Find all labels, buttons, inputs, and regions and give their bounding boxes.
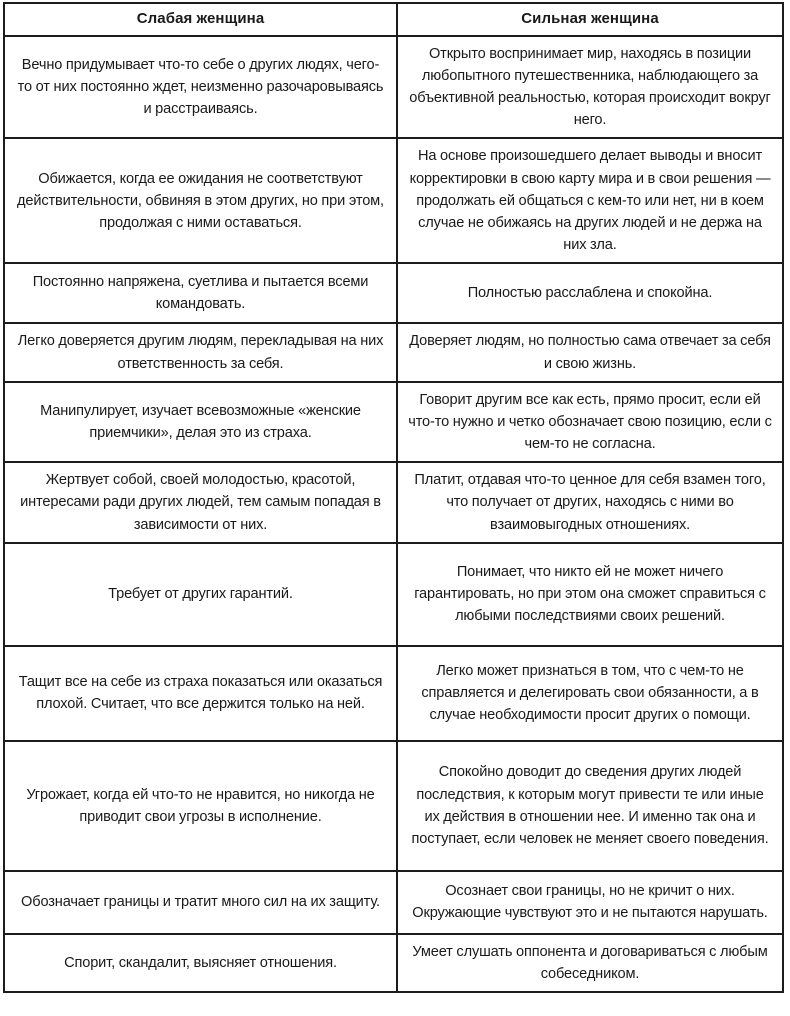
cell-weak xyxy=(4,646,397,741)
cell-weak-text: Манипулирует, изучает всевозможные «женские приемчики», делая это из страха. xyxy=(40,402,361,441)
cell-strong-text: На основе произошедшего делает выводы и вносит корректировки в свою карту мира и в свои решения — продолжать ей общаться с кем-то или нет, ни в коем случае не обижаясь на других людей и не держа на них зла. xyxy=(409,148,771,254)
cell-weak xyxy=(4,36,397,139)
cell-weak-text: Вечно придумывает что-то себе о других людях, чего-то от них постоянно ждет, неизменно разочаровываясь и расстраиваясь. xyxy=(17,56,384,118)
cell-weak xyxy=(4,871,397,934)
cell-weak xyxy=(4,138,397,263)
cell-strong xyxy=(397,323,783,381)
cell-strong xyxy=(397,263,783,323)
header-row xyxy=(4,3,783,36)
cell-strong xyxy=(397,543,783,646)
cell-strong-text: Открыто воспринимает мир, находясь в позиции любопытного путешественника, наблюдающего за объективной реальностью, которая происходит вокруг него. xyxy=(409,45,771,129)
cell-weak xyxy=(4,263,397,323)
comparison-table xyxy=(3,2,784,993)
cell-strong-text: Понимает, что никто ей не может ничего гарантировать, но при этом она сможет справиться с любыми последствиями своих решений. xyxy=(414,563,766,625)
cell-strong xyxy=(397,871,783,934)
table-row xyxy=(4,646,783,741)
cell-weak xyxy=(4,741,397,871)
table-row xyxy=(4,462,783,543)
cell-weak xyxy=(4,462,397,543)
cell-weak-text: Легко доверяется другим людям, перекладывая на них ответственность за себя. xyxy=(17,333,384,372)
cell-strong-text: Полностью расслаблена и спокойна. xyxy=(467,285,713,302)
cell-weak-text: Спорит, скандалит, выясняет отношения. xyxy=(64,954,337,971)
table-row xyxy=(4,36,783,139)
cell-strong xyxy=(397,382,783,463)
cell-strong-text: Спокойно доводит до сведения других людей последствия, к которым могут привести те или иные их действия в отношении нее. И именно так она и поступает, если человек не меняет своего поведения. xyxy=(411,764,769,847)
cell-strong xyxy=(397,741,783,871)
table-row xyxy=(4,934,783,992)
table-body xyxy=(4,36,783,992)
cell-weak-text: Обижается, когда ее ожидания не соответствуют действительности, обвиняя в этом других, но при этом, продолжая с ними оставаться. xyxy=(17,170,384,231)
table-header xyxy=(4,3,783,36)
cell-weak-text: Постоянно напряжена, суетлива и пытается всеми командовать. xyxy=(32,274,369,313)
cell-strong-text: Платит, отдавая что-то ценное для себя взамен того, что получает от других, находясь с ними во взаимовыгодных отношениях. xyxy=(414,472,766,533)
column-header-weak-woman: Слабая женщина xyxy=(4,3,397,36)
cell-weak xyxy=(4,934,397,992)
table-row xyxy=(4,263,783,323)
column-header-strong-woman: Сильная женщина xyxy=(397,3,783,36)
cell-strong xyxy=(397,462,783,543)
cell-weak-text: Тащит все на себе из страха показаться или оказаться плохой. Считает, что все держится только на ней. xyxy=(18,674,383,713)
cell-weak xyxy=(4,543,397,646)
cell-strong xyxy=(397,934,783,992)
table-row xyxy=(4,138,783,263)
table-row xyxy=(4,382,783,463)
table-row xyxy=(4,543,783,646)
cell-weak-text: Угрожает, когда ей что-то не нравится, но никогда не приводит свои угрозы в исполнение. xyxy=(26,786,375,825)
cell-strong-text: Легко может признаться в том, что с чем-то не справляется и делегировать свои обязанности, а в случае необходимости просит других о помощи. xyxy=(421,662,759,724)
cell-weak-text: Требует от других гарантий. xyxy=(108,586,293,603)
cell-weak xyxy=(4,382,397,463)
cell-strong xyxy=(397,138,783,263)
cell-strong-text: Говорит другим все как есть, прямо просит, если ей что-то нужно и четко обозначает свою позицию, если с чем-то не согласна. xyxy=(408,391,772,453)
cell-weak-text: Обозначает границы и тратит много сил на их защиту. xyxy=(21,894,380,911)
cell-strong xyxy=(397,646,783,741)
cell-strong xyxy=(397,36,783,139)
cell-strong-text: Доверяет людям, но полностью сама отвечает за себя и свою жизнь. xyxy=(409,333,771,372)
table-row xyxy=(4,741,783,871)
table-row xyxy=(4,871,783,934)
cell-weak-text: Жертвует собой, своей молодостью, красотой, интересами ради других людей, тем самым попадая в зависимости от них. xyxy=(20,472,381,533)
cell-strong-text: Умеет слушать оппонента и договариваться с любым собеседником. xyxy=(412,943,768,982)
cell-weak xyxy=(4,323,397,381)
cell-strong-text: Осознает свои границы, но не кричит о них. Окружающие чувствуют это и не пытаются нарушать. xyxy=(412,883,768,922)
table-row xyxy=(4,323,783,381)
